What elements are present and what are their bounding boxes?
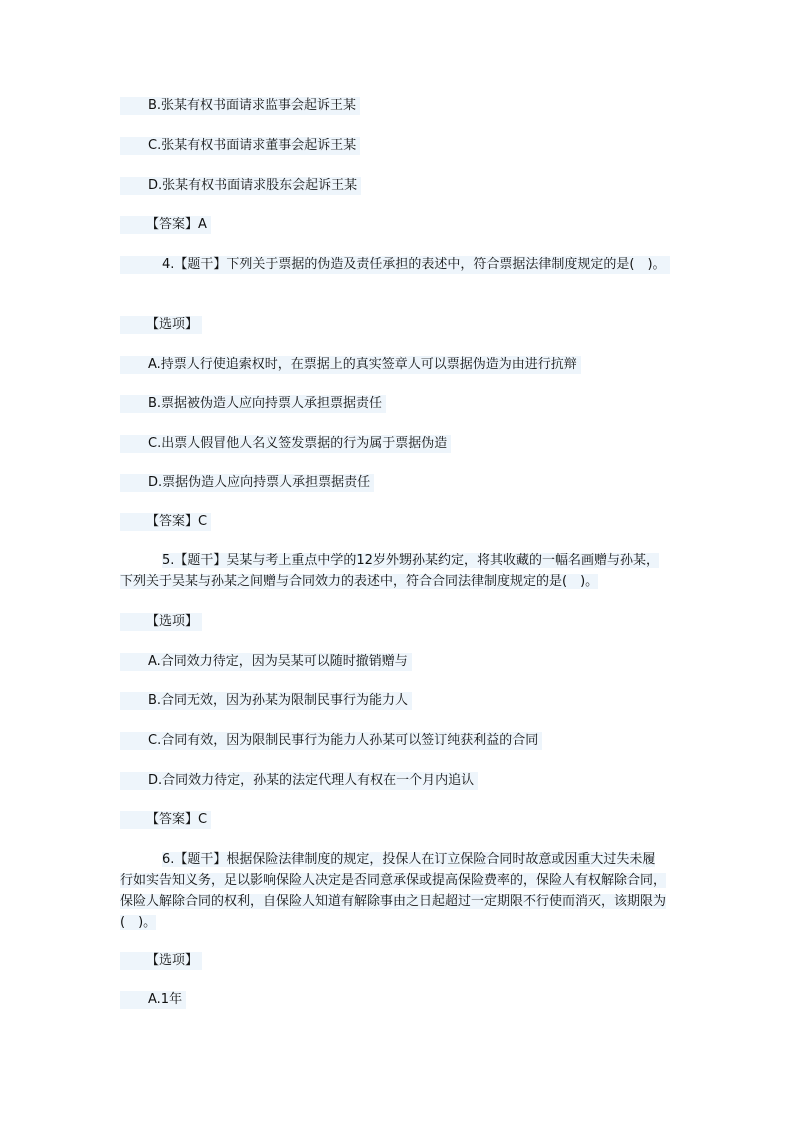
q4-answer: 【答案】C — [120, 513, 211, 531]
q4-options-label: 【选项】 — [120, 316, 202, 334]
q5-options-label: 【选项】 — [120, 613, 202, 631]
q5-stem-text: 5.【题干】吴某与考上重点中学的12岁外甥孙某约定，将其收藏的一幅名画赠与孙某，下列关于吴某与孙某之间赠与合同效力的表述中，符合合同法律制度规定的是( )。 — [120, 553, 659, 589]
q3-option-b: B.张某有权书面请求监事会起诉王某 — [120, 97, 360, 115]
q5-option-b: B.合同无效，因为孙某为限制民事行为能力人 — [120, 692, 412, 710]
q3-answer: 【答案】A — [120, 216, 211, 234]
q4-stem: 4.【题干】下列关于票据的伪造及责任承担的表述中，符合票据法律制度规定的是( )。 — [120, 256, 670, 274]
q3-option-d: D.张某有权书面请求股东会起诉王某 — [120, 177, 361, 195]
q4-option-a: A.持票人行使追索权时，在票据上的真实签章人可以票据伪造为由进行抗辩 — [120, 356, 581, 374]
q3-option-c: C.张某有权书面请求董事会起诉王某 — [120, 137, 360, 155]
q5-answer: 【答案】C — [120, 811, 211, 829]
q6-option-a: A.1年 — [120, 991, 186, 1009]
q5-option-d: D.合同效力待定，孙某的法定代理人有权在一个月内追认 — [120, 772, 478, 790]
q5-stem — [120, 550, 668, 592]
q6-stem-text: 6.【题干】根据保险法律制度的规定，投保人在订立保险合同时故意或因重大过失未履行如实告知义务，足以影响保险人决定是否同意承保或提高保险费率的，保险人有权解除合同，保险人解除合同的权利，自保险人知道有解除事由之日起超过一定期限不行使而消灭，该期限为( )。 — [120, 852, 667, 930]
q4-option-c: C.出票人假冒他人名义签发票据的行为属于票据伪造 — [120, 435, 451, 453]
q6-options-label: 【选项】 — [120, 952, 202, 970]
q4-option-d: D.票据伪造人应向持票人承担票据责任 — [120, 474, 374, 492]
q6-stem — [120, 849, 668, 933]
q5-option-a: A.合同效力待定，因为吴某可以随时撤销赠与 — [120, 653, 412, 671]
q4-option-b: B.票据被伪造人应向持票人承担票据责任 — [120, 395, 386, 413]
q5-option-c: C.合同有效，因为限制民事行为能力人孙某可以签订纯获利益的合同 — [120, 732, 542, 750]
